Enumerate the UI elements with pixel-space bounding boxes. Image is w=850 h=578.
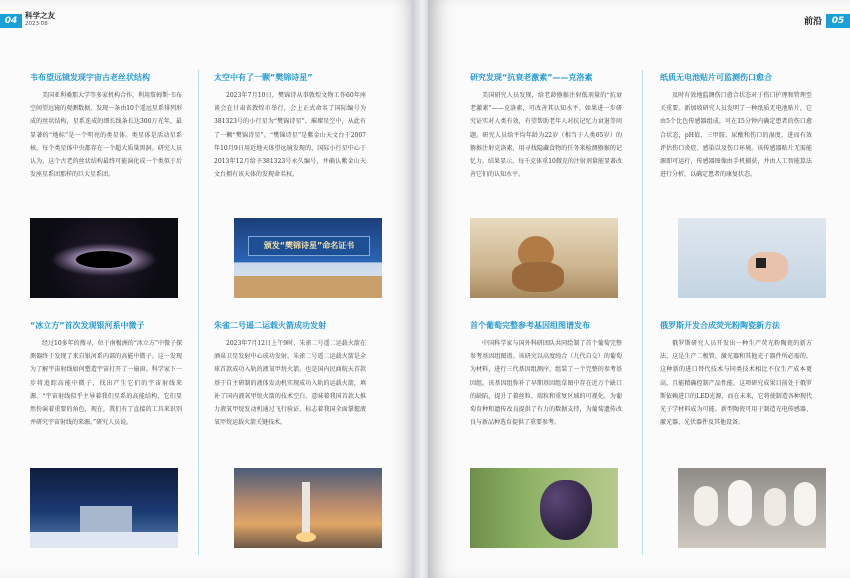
article-card bbox=[30, 320, 182, 455]
stage-floor bbox=[234, 276, 382, 298]
rocket-flame bbox=[296, 532, 316, 542]
ceramic-piece bbox=[794, 482, 816, 526]
brand-title: 科学之友 bbox=[25, 11, 55, 20]
article-card bbox=[470, 320, 622, 455]
article-body: 中国科学家与国外科研团队共同绘制了首个葡萄完整参考基因组图谱。该研究以高度纯合（九代自交）的葡萄为材料，进行三代基因组测序，组装了一个完整的参考基因组。该基因组弥补了早期基因组草图中存在近万个缺口的缺陷，提升了着丝粒、端粒和重复区域的可视化，为葡萄育种和遗传改良提供了有力的数据支持，为葡萄遗传改良与新品种选育提供了重要参考。 bbox=[470, 340, 622, 427]
rocket-launch-image bbox=[234, 468, 382, 548]
monkey-body bbox=[512, 262, 564, 292]
paper-patch-image bbox=[678, 218, 826, 298]
article-title: 首个葡萄完整参考基因组图谱发布 bbox=[470, 321, 590, 330]
article-title: 韦布望远镜发现宇宙古老丝状结构 bbox=[30, 73, 150, 82]
article-title: 太空中有了一颗“樊锦诗星” bbox=[214, 73, 313, 82]
certificate-banner: 颁发“樊锦诗星”命名证书 bbox=[248, 236, 370, 256]
article-body: 美国研究人员发现，给老龄猕猴注射低剂量的“抗衰老激素”——克洛素，可改善其认知水平。如果进一步研究证实对人类有效，有望帮助老年人对抗记忆力衰退等问题。研究人员给平均年龄为22岁（相当于人类65岁）的猕猴注射克洛素，用寻找隐藏食物的任务来检测猕猴的记忆力。结果显示，每千克体重10微克的注射剂量能显著改善它们的认知水平。 bbox=[470, 92, 622, 179]
ceramic-image bbox=[678, 468, 826, 548]
article-title: 研究发现“抗衰老激素”——克洛素 bbox=[470, 73, 593, 82]
column-divider bbox=[642, 70, 643, 555]
magazine-brand bbox=[25, 12, 55, 28]
article-title: “冰立方”首次发现银河系中微子 bbox=[30, 321, 145, 330]
page-number-left: 04 bbox=[0, 14, 22, 28]
column-divider bbox=[198, 70, 199, 555]
article-card bbox=[30, 72, 182, 207]
rocket bbox=[302, 482, 310, 534]
article-title: 朱雀二号遥二运载火箭成功发射 bbox=[214, 321, 326, 330]
article-card bbox=[660, 72, 812, 207]
grape-cluster bbox=[540, 480, 592, 540]
ceramic-piece bbox=[764, 488, 786, 526]
article-title: 俄罗斯开发合成荧光粉陶瓷新方法 bbox=[660, 321, 780, 330]
article-card bbox=[214, 320, 366, 455]
ceramic-piece bbox=[694, 486, 718, 526]
article-body: 美国亚利桑那大学等多家机构合作，利用詹姆斯·韦布空间望远镜的观测数据，发现一条由10个遥远星系排列形成的丝状结构，星系连成的细长线条长达300万光年，最显著的“地标”是一个明亮的类星体。类星体是活动星系核，每个类星体中央都存在一个超大质量黑洞。研究人员认为，这个古老的丝状结构最终可能演化成一个类似于后发座星系团那样的巨大星系团。 bbox=[30, 92, 182, 179]
article-card bbox=[214, 72, 366, 207]
certificate-image bbox=[234, 218, 382, 298]
black-hole-image bbox=[30, 218, 178, 298]
article-body: 2023年7月10日，樊锦诗从事敦煌文物工作60年座谈会在甘肃省敦煌市举行，会上正式命名了国际编号为381323号的小行星为“樊锦诗星”。璀璨星空中，从此有了一颗“樊锦诗星”。“樊锦诗星”是紫金山天文台于2007年10月9日用近地天体望远镜发现的，国际小行星中心于2013年12月给予381323号永久编号，并确认紫金山天文台拥有该天体的发现命名权。 bbox=[214, 92, 366, 179]
article-body: 经过10多年的搜寻，位于南极洲的“冰立方”中微子探测器终于发现了来自银河系内部的高能中微子。这一发现为了解宇宙射线如何塑造宇宙打开了一扇窗。科学家下一步将追踪高能中微子，找出产生它们的宇宙射线来源。“宇宙射线似乎主导着我们星系的高能结构，它们显然扮演着重要的角色，现在，我们有了直接的工具来识别并研究宇宙射线的来源。”研究人员说。 bbox=[30, 340, 182, 427]
section-title: 前沿 bbox=[803, 17, 822, 27]
ice-ground bbox=[30, 532, 178, 548]
fingertip bbox=[748, 252, 788, 282]
patch-chip bbox=[756, 258, 766, 268]
icecube-observatory-image bbox=[30, 468, 178, 548]
right-page bbox=[428, 0, 850, 578]
observatory-building bbox=[80, 506, 132, 532]
page-number-right: 05 bbox=[826, 14, 850, 28]
monkey-image bbox=[470, 218, 618, 298]
article-card bbox=[660, 320, 812, 455]
article-body: 2023年7月12日上午9时，朱雀二号遥二运载火箭在酒泉卫星发射中心成功发射。朱雀二号遥二运载火箭是全球首款成功入轨的液氧甲烷火箭，也是国内民商航天首款基于自主研制的液体发动机实现成功入轨的运载火箭，填补了国内液氧甲烷火箭的技术空白。意味着我国首款大推力液氧甲烷发动机通过飞行验证，标志着我国全面掌握液氧甲烷运载火箭关键技术。 bbox=[214, 340, 366, 427]
ceramic-piece bbox=[728, 480, 752, 526]
grape-image bbox=[470, 468, 618, 548]
article-card bbox=[470, 72, 622, 207]
article-body: 及时有效地监测伤口愈合状态对于伤口护理和管理至关重要。新加坡研究人员发明了一种纸质无电池贴片，它由5个比色传感器组成，可在15分钟内确定患者的伤口愈合状态，pH值、三甲胺、尿酸和伤口的湿度，进而有效评估伤口炎症、感染以及伤口环境。该传感器贴片无需能源即可运行，传感器图像由手机捕获，并由人工智能算法进行分析，以确定患者的康复状态。 bbox=[660, 92, 812, 179]
article-body: 俄罗斯研究人员开发出一种生产荧光粉陶瓷的新方法，这是生产二极管、激光器和其他光子器件所必需的。这种新的进口替代技术与同类技术相比不仅生产成本更高，且能精确控制产品性能。这项研究成果目前处于俄罗斯依赖进口的LED光源，而在未来，它将使制造各种现代光子学材料成为可能。新型陶瓷可用于制造光电传感器、激光器、光伏器件及其他设备。 bbox=[660, 340, 812, 427]
brand-issue: 2023·08 bbox=[25, 21, 48, 27]
article-title: 纸质无电池贴片可监测伤口愈合 bbox=[660, 73, 772, 82]
left-page bbox=[0, 0, 418, 578]
